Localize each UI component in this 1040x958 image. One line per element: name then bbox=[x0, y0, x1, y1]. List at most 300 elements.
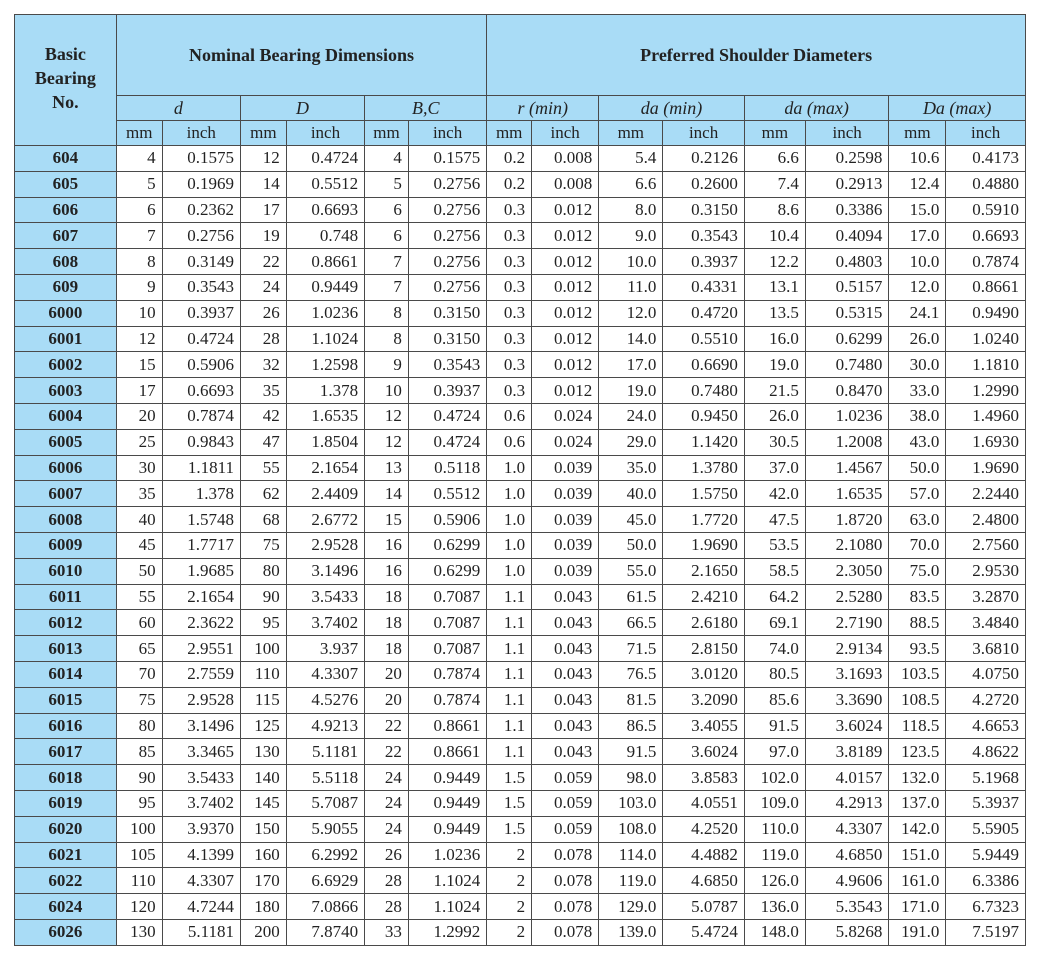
bearing-number-cell: 6008 bbox=[15, 507, 117, 533]
mm-value-cell: 26.0 bbox=[889, 326, 946, 352]
table-row bbox=[15, 300, 1026, 326]
mm-value-cell: 88.5 bbox=[889, 610, 946, 636]
mm-value-cell: 42 bbox=[240, 403, 286, 429]
mm-value-cell: 17 bbox=[240, 197, 286, 223]
inch-value-cell: 0.3543 bbox=[663, 223, 744, 249]
mm-value-cell: 1.1 bbox=[487, 739, 532, 765]
bearing-number-cell: 6003 bbox=[15, 378, 117, 404]
inch-value-cell: 6.7323 bbox=[946, 894, 1026, 920]
nominal-dimensions-header: Nominal Bearing Dimensions bbox=[116, 15, 486, 96]
mm-value-cell: 21.5 bbox=[744, 378, 805, 404]
inch-value-cell: 2.9528 bbox=[162, 687, 240, 713]
inch-value-cell: 2.1650 bbox=[663, 558, 744, 584]
mm-value-cell: 4 bbox=[365, 146, 409, 172]
inch-value-cell: 2.4409 bbox=[286, 481, 364, 507]
mm-value-cell: 0.3 bbox=[487, 378, 532, 404]
table-row bbox=[15, 455, 1026, 481]
bearing-number-cell: 6026 bbox=[15, 919, 117, 945]
inch-value-cell: 0.4724 bbox=[162, 326, 240, 352]
mm-value-cell: 7 bbox=[116, 223, 162, 249]
inch-value-cell: 3.6024 bbox=[805, 713, 888, 739]
unit-header-inch: inch bbox=[805, 121, 888, 146]
mm-value-cell: 45.0 bbox=[599, 507, 663, 533]
inch-value-cell: 3.7402 bbox=[286, 610, 364, 636]
inch-value-cell: 1.6535 bbox=[805, 481, 888, 507]
inch-value-cell: 2.7560 bbox=[946, 532, 1026, 558]
inch-value-cell: 0.039 bbox=[532, 507, 599, 533]
inch-value-cell: 0.078 bbox=[532, 868, 599, 894]
mm-value-cell: 170 bbox=[240, 868, 286, 894]
inch-value-cell: 1.5750 bbox=[663, 481, 744, 507]
inch-value-cell: 0.4724 bbox=[408, 429, 486, 455]
inch-value-cell: 0.012 bbox=[532, 326, 599, 352]
mm-value-cell: 118.5 bbox=[889, 713, 946, 739]
mm-value-cell: 4 bbox=[116, 146, 162, 172]
inch-value-cell: 4.2720 bbox=[946, 687, 1026, 713]
inch-value-cell: 0.012 bbox=[532, 197, 599, 223]
mm-value-cell: 15 bbox=[365, 507, 409, 533]
mm-value-cell: 12.0 bbox=[889, 274, 946, 300]
mm-value-cell: 22 bbox=[240, 249, 286, 275]
mm-value-cell: 171.0 bbox=[889, 894, 946, 920]
group-header-d: d bbox=[116, 96, 240, 121]
inch-value-cell: 2.9528 bbox=[286, 532, 364, 558]
inch-value-cell: 0.059 bbox=[532, 790, 599, 816]
inch-value-cell: 4.0750 bbox=[946, 661, 1026, 687]
inch-value-cell: 2.9530 bbox=[946, 558, 1026, 584]
mm-value-cell: 108.0 bbox=[599, 816, 663, 842]
inch-value-cell: 5.9055 bbox=[286, 816, 364, 842]
inch-value-cell: 0.3937 bbox=[408, 378, 486, 404]
mm-value-cell: 19.0 bbox=[599, 378, 663, 404]
mm-value-cell: 1.0 bbox=[487, 455, 532, 481]
inch-value-cell: 0.6693 bbox=[162, 378, 240, 404]
mm-value-cell: 109.0 bbox=[744, 790, 805, 816]
inch-value-cell: 3.5433 bbox=[162, 765, 240, 791]
mm-value-cell: 120 bbox=[116, 894, 162, 920]
mm-value-cell: 35.0 bbox=[599, 455, 663, 481]
mm-value-cell: 70 bbox=[116, 661, 162, 687]
inch-value-cell: 1.9690 bbox=[946, 455, 1026, 481]
table-row bbox=[15, 713, 1026, 739]
inch-value-cell: 0.043 bbox=[532, 739, 599, 765]
inch-value-cell: 0.7874 bbox=[946, 249, 1026, 275]
inch-value-cell: 1.1024 bbox=[408, 868, 486, 894]
group-header-da-max: da (max) bbox=[744, 96, 889, 121]
inch-value-cell: 0.3150 bbox=[408, 326, 486, 352]
group-header-Da-max: Da (max) bbox=[889, 96, 1026, 121]
mm-value-cell: 126.0 bbox=[744, 868, 805, 894]
inch-value-cell: 2.7559 bbox=[162, 661, 240, 687]
inch-value-cell: 2.9551 bbox=[162, 636, 240, 662]
inch-value-cell: 0.078 bbox=[532, 894, 599, 920]
mm-value-cell: 68 bbox=[240, 507, 286, 533]
bearing-number-cell: 607 bbox=[15, 223, 117, 249]
inch-value-cell: 0.5315 bbox=[805, 300, 888, 326]
mm-value-cell: 115 bbox=[240, 687, 286, 713]
table-row bbox=[15, 919, 1026, 945]
inch-value-cell: 5.7087 bbox=[286, 790, 364, 816]
bearing-number-cell: 6022 bbox=[15, 868, 117, 894]
inch-value-cell: 0.9449 bbox=[408, 816, 486, 842]
mm-value-cell: 6.6 bbox=[744, 146, 805, 172]
table-row bbox=[15, 429, 1026, 455]
mm-value-cell: 137.0 bbox=[889, 790, 946, 816]
inch-value-cell: 0.8661 bbox=[946, 274, 1026, 300]
unit-header-mm: mm bbox=[599, 121, 663, 146]
mm-value-cell: 85 bbox=[116, 739, 162, 765]
mm-value-cell: 24 bbox=[365, 765, 409, 791]
inch-value-cell: 6.2992 bbox=[286, 842, 364, 868]
inch-value-cell: 0.008 bbox=[532, 171, 599, 197]
mm-value-cell: 14 bbox=[365, 481, 409, 507]
inch-value-cell: 0.9843 bbox=[162, 429, 240, 455]
bearing-number-cell: 6005 bbox=[15, 429, 117, 455]
mm-value-cell: 12.0 bbox=[599, 300, 663, 326]
inch-value-cell: 2.3622 bbox=[162, 610, 240, 636]
inch-value-cell: 0.4880 bbox=[946, 171, 1026, 197]
table-row bbox=[15, 223, 1026, 249]
inch-value-cell: 2.4210 bbox=[663, 584, 744, 610]
bearing-number-cell: 6013 bbox=[15, 636, 117, 662]
mm-value-cell: 28 bbox=[365, 894, 409, 920]
mm-value-cell: 60 bbox=[116, 610, 162, 636]
mm-value-cell: 114.0 bbox=[599, 842, 663, 868]
mm-value-cell: 24.1 bbox=[889, 300, 946, 326]
inch-value-cell: 1.6930 bbox=[946, 429, 1026, 455]
inch-value-cell: 3.1496 bbox=[286, 558, 364, 584]
inch-value-cell: 0.2362 bbox=[162, 197, 240, 223]
mm-value-cell: 140 bbox=[240, 765, 286, 791]
mm-value-cell: 0.3 bbox=[487, 223, 532, 249]
mm-value-cell: 1.5 bbox=[487, 816, 532, 842]
inch-value-cell: 3.1496 bbox=[162, 713, 240, 739]
table-row bbox=[15, 610, 1026, 636]
unit-header-mm: mm bbox=[365, 121, 409, 146]
mm-value-cell: 6.6 bbox=[599, 171, 663, 197]
table-row bbox=[15, 584, 1026, 610]
inch-value-cell: 0.4724 bbox=[286, 146, 364, 172]
bearing-number-cell: 6018 bbox=[15, 765, 117, 791]
mm-value-cell: 55 bbox=[240, 455, 286, 481]
inch-value-cell: 0.8470 bbox=[805, 378, 888, 404]
mm-value-cell: 98.0 bbox=[599, 765, 663, 791]
inch-value-cell: 0.9449 bbox=[408, 790, 486, 816]
mm-value-cell: 9 bbox=[116, 274, 162, 300]
mm-value-cell: 1.1 bbox=[487, 610, 532, 636]
table-row bbox=[15, 790, 1026, 816]
bearing-number-cell: 6006 bbox=[15, 455, 117, 481]
inch-value-cell: 0.012 bbox=[532, 249, 599, 275]
mm-value-cell: 10 bbox=[365, 378, 409, 404]
unit-header-mm: mm bbox=[116, 121, 162, 146]
mm-value-cell: 2 bbox=[487, 842, 532, 868]
mm-value-cell: 6 bbox=[365, 223, 409, 249]
inch-value-cell: 1.0236 bbox=[805, 403, 888, 429]
mm-value-cell: 55 bbox=[116, 584, 162, 610]
mm-value-cell: 9 bbox=[365, 352, 409, 378]
mm-value-cell: 28 bbox=[365, 868, 409, 894]
mm-value-cell: 91.5 bbox=[599, 739, 663, 765]
inch-value-cell: 4.8622 bbox=[946, 739, 1026, 765]
inch-value-cell: 0.4724 bbox=[408, 403, 486, 429]
basic-header-word: Bearing bbox=[34, 68, 96, 88]
inch-value-cell: 1.2008 bbox=[805, 429, 888, 455]
mm-value-cell: 91.5 bbox=[744, 713, 805, 739]
mm-value-cell: 43.0 bbox=[889, 429, 946, 455]
inch-value-cell: 4.0551 bbox=[663, 790, 744, 816]
mm-value-cell: 33.0 bbox=[889, 378, 946, 404]
unit-header-inch: inch bbox=[946, 121, 1026, 146]
inch-value-cell: 0.5910 bbox=[946, 197, 1026, 223]
mm-value-cell: 64.2 bbox=[744, 584, 805, 610]
mm-value-cell: 29.0 bbox=[599, 429, 663, 455]
group-header-da-min: da (min) bbox=[599, 96, 745, 121]
mm-value-cell: 180 bbox=[240, 894, 286, 920]
group-header-D: D bbox=[240, 96, 364, 121]
mm-value-cell: 1.1 bbox=[487, 713, 532, 739]
inch-value-cell: 0.4094 bbox=[805, 223, 888, 249]
inch-value-cell: 0.6299 bbox=[805, 326, 888, 352]
inch-value-cell: 1.1810 bbox=[946, 352, 1026, 378]
mm-value-cell: 50.0 bbox=[599, 532, 663, 558]
inch-value-cell: 0.3937 bbox=[663, 249, 744, 275]
mm-value-cell: 7.4 bbox=[744, 171, 805, 197]
mm-value-cell: 110 bbox=[116, 868, 162, 894]
mm-value-cell: 12.2 bbox=[744, 249, 805, 275]
inch-value-cell: 0.8661 bbox=[408, 739, 486, 765]
mm-value-cell: 17 bbox=[116, 378, 162, 404]
mm-value-cell: 142.0 bbox=[889, 816, 946, 842]
mm-value-cell: 0.3 bbox=[487, 352, 532, 378]
bearing-number-cell: 6009 bbox=[15, 532, 117, 558]
bearing-number-cell: 6014 bbox=[15, 661, 117, 687]
mm-value-cell: 8 bbox=[116, 249, 162, 275]
inch-value-cell: 2.5280 bbox=[805, 584, 888, 610]
inch-value-cell: 0.043 bbox=[532, 713, 599, 739]
mm-value-cell: 26.0 bbox=[744, 403, 805, 429]
inch-value-cell: 0.2913 bbox=[805, 171, 888, 197]
mm-value-cell: 6 bbox=[116, 197, 162, 223]
table-row bbox=[15, 378, 1026, 404]
mm-value-cell: 5 bbox=[116, 171, 162, 197]
bearing-number-cell: 6012 bbox=[15, 610, 117, 636]
bearing-number-cell: 6004 bbox=[15, 403, 117, 429]
inch-value-cell: 0.2756 bbox=[408, 249, 486, 275]
inch-value-cell: 3.4840 bbox=[946, 610, 1026, 636]
inch-value-cell: 1.2990 bbox=[946, 378, 1026, 404]
mm-value-cell: 75 bbox=[240, 532, 286, 558]
inch-value-cell: 0.8661 bbox=[286, 249, 364, 275]
mm-value-cell: 58.5 bbox=[744, 558, 805, 584]
inch-value-cell: 0.078 bbox=[532, 919, 599, 945]
mm-value-cell: 75 bbox=[116, 687, 162, 713]
inch-value-cell: 0.3149 bbox=[162, 249, 240, 275]
inch-value-cell: 1.7720 bbox=[663, 507, 744, 533]
table-row bbox=[15, 842, 1026, 868]
mm-value-cell: 119.0 bbox=[599, 868, 663, 894]
inch-value-cell: 0.043 bbox=[532, 687, 599, 713]
inch-value-cell: 3.937 bbox=[286, 636, 364, 662]
inch-value-cell: 1.2992 bbox=[408, 919, 486, 945]
inch-value-cell: 3.2090 bbox=[663, 687, 744, 713]
mm-value-cell: 130 bbox=[116, 919, 162, 945]
inch-value-cell: 6.6929 bbox=[286, 868, 364, 894]
inch-value-cell: 3.3690 bbox=[805, 687, 888, 713]
mm-value-cell: 1.5 bbox=[487, 765, 532, 791]
mm-value-cell: 83.5 bbox=[889, 584, 946, 610]
inch-value-cell: 0.6299 bbox=[408, 532, 486, 558]
bearing-number-cell: 604 bbox=[15, 146, 117, 172]
inch-value-cell: 3.7402 bbox=[162, 790, 240, 816]
inch-value-cell: 4.6850 bbox=[805, 842, 888, 868]
mm-value-cell: 53.5 bbox=[744, 532, 805, 558]
table-row bbox=[15, 507, 1026, 533]
table-row bbox=[15, 249, 1026, 275]
inch-value-cell: 0.6693 bbox=[946, 223, 1026, 249]
bearing-number-cell: 6000 bbox=[15, 300, 117, 326]
mm-value-cell: 1.5 bbox=[487, 790, 532, 816]
mm-value-cell: 13.1 bbox=[744, 274, 805, 300]
inch-value-cell: 0.5510 bbox=[663, 326, 744, 352]
mm-value-cell: 13.5 bbox=[744, 300, 805, 326]
inch-value-cell: 0.2600 bbox=[663, 171, 744, 197]
bearing-number-cell: 6010 bbox=[15, 558, 117, 584]
inch-value-cell: 0.2126 bbox=[663, 146, 744, 172]
mm-value-cell: 1.0 bbox=[487, 481, 532, 507]
inch-value-cell: 4.6653 bbox=[946, 713, 1026, 739]
basic-header-word: No. bbox=[52, 92, 79, 112]
inch-value-cell: 1.1024 bbox=[408, 894, 486, 920]
inch-value-cell: 5.8268 bbox=[805, 919, 888, 945]
mm-value-cell: 0.3 bbox=[487, 274, 532, 300]
unit-header-row bbox=[15, 121, 1026, 146]
mm-value-cell: 102.0 bbox=[744, 765, 805, 791]
bearing-number-cell: 6020 bbox=[15, 816, 117, 842]
mm-value-cell: 110 bbox=[240, 661, 286, 687]
mm-value-cell: 10 bbox=[116, 300, 162, 326]
mm-value-cell: 110.0 bbox=[744, 816, 805, 842]
mm-value-cell: 93.5 bbox=[889, 636, 946, 662]
inch-value-cell: 2.8150 bbox=[663, 636, 744, 662]
mm-value-cell: 5 bbox=[365, 171, 409, 197]
inch-value-cell: 1.5748 bbox=[162, 507, 240, 533]
inch-value-cell: 1.8504 bbox=[286, 429, 364, 455]
table-row bbox=[15, 661, 1026, 687]
mm-value-cell: 100 bbox=[116, 816, 162, 842]
bearing-number-cell: 6007 bbox=[15, 481, 117, 507]
table-row bbox=[15, 636, 1026, 662]
mm-value-cell: 8 bbox=[365, 300, 409, 326]
mm-value-cell: 10.0 bbox=[889, 249, 946, 275]
inch-value-cell: 1.1420 bbox=[663, 429, 744, 455]
mm-value-cell: 90 bbox=[240, 584, 286, 610]
inch-value-cell: 0.3543 bbox=[408, 352, 486, 378]
inch-value-cell: 1.8720 bbox=[805, 507, 888, 533]
mm-value-cell: 105 bbox=[116, 842, 162, 868]
inch-value-cell: 0.6693 bbox=[286, 197, 364, 223]
inch-value-cell: 3.8189 bbox=[805, 739, 888, 765]
inch-value-cell: 5.1181 bbox=[162, 919, 240, 945]
inch-value-cell: 4.4882 bbox=[663, 842, 744, 868]
inch-value-cell: 0.043 bbox=[532, 636, 599, 662]
mm-value-cell: 2 bbox=[487, 894, 532, 920]
mm-value-cell: 0.6 bbox=[487, 403, 532, 429]
inch-value-cell: 6.3386 bbox=[946, 868, 1026, 894]
inch-value-cell: 5.3543 bbox=[805, 894, 888, 920]
inch-value-cell: 0.7480 bbox=[805, 352, 888, 378]
mm-value-cell: 11.0 bbox=[599, 274, 663, 300]
inch-value-cell: 1.2598 bbox=[286, 352, 364, 378]
mm-value-cell: 12.4 bbox=[889, 171, 946, 197]
inch-value-cell: 1.1811 bbox=[162, 455, 240, 481]
inch-value-cell: 1.0240 bbox=[946, 326, 1026, 352]
inch-value-cell: 0.039 bbox=[532, 481, 599, 507]
mm-value-cell: 0.3 bbox=[487, 197, 532, 223]
inch-value-cell: 0.8661 bbox=[408, 713, 486, 739]
mm-value-cell: 71.5 bbox=[599, 636, 663, 662]
mm-value-cell: 2 bbox=[487, 919, 532, 945]
mm-value-cell: 132.0 bbox=[889, 765, 946, 791]
mm-value-cell: 55.0 bbox=[599, 558, 663, 584]
inch-value-cell: 0.2756 bbox=[408, 171, 486, 197]
mm-value-cell: 95 bbox=[240, 610, 286, 636]
mm-value-cell: 161.0 bbox=[889, 868, 946, 894]
inch-value-cell: 5.5118 bbox=[286, 765, 364, 791]
inch-value-cell: 0.5906 bbox=[408, 507, 486, 533]
inch-value-cell: 0.043 bbox=[532, 610, 599, 636]
inch-value-cell: 1.6535 bbox=[286, 403, 364, 429]
inch-value-cell: 2.3050 bbox=[805, 558, 888, 584]
mm-value-cell: 10.0 bbox=[599, 249, 663, 275]
inch-value-cell: 3.5433 bbox=[286, 584, 364, 610]
bearing-number-cell: 6011 bbox=[15, 584, 117, 610]
unit-header-mm: mm bbox=[744, 121, 805, 146]
table-row bbox=[15, 687, 1026, 713]
inch-value-cell: 0.5512 bbox=[408, 481, 486, 507]
mm-value-cell: 148.0 bbox=[744, 919, 805, 945]
inch-value-cell: 0.2756 bbox=[408, 223, 486, 249]
mm-value-cell: 30.0 bbox=[889, 352, 946, 378]
bearing-number-cell: 6001 bbox=[15, 326, 117, 352]
inch-value-cell: 0.039 bbox=[532, 455, 599, 481]
inch-value-cell: 2.4800 bbox=[946, 507, 1026, 533]
inch-value-cell: 0.3150 bbox=[408, 300, 486, 326]
inch-value-cell: 0.024 bbox=[532, 429, 599, 455]
mm-value-cell: 1.0 bbox=[487, 532, 532, 558]
inch-value-cell: 4.9606 bbox=[805, 868, 888, 894]
mm-value-cell: 80.5 bbox=[744, 661, 805, 687]
mm-value-cell: 1.1 bbox=[487, 636, 532, 662]
mm-value-cell: 136.0 bbox=[744, 894, 805, 920]
mm-value-cell: 25 bbox=[116, 429, 162, 455]
inch-value-cell: 0.4803 bbox=[805, 249, 888, 275]
mm-value-cell: 191.0 bbox=[889, 919, 946, 945]
inch-value-cell: 0.1575 bbox=[408, 146, 486, 172]
mm-value-cell: 1.1 bbox=[487, 584, 532, 610]
mm-value-cell: 0.6 bbox=[487, 429, 532, 455]
mm-value-cell: 65 bbox=[116, 636, 162, 662]
inch-value-cell: 3.4055 bbox=[663, 713, 744, 739]
bearing-number-cell: 6024 bbox=[15, 894, 117, 920]
mm-value-cell: 12 bbox=[116, 326, 162, 352]
inch-value-cell: 0.4331 bbox=[663, 274, 744, 300]
bearing-dimensions-table bbox=[14, 14, 1026, 946]
mm-value-cell: 0.2 bbox=[487, 171, 532, 197]
inch-value-cell: 4.1399 bbox=[162, 842, 240, 868]
mm-value-cell: 80 bbox=[240, 558, 286, 584]
mm-value-cell: 151.0 bbox=[889, 842, 946, 868]
